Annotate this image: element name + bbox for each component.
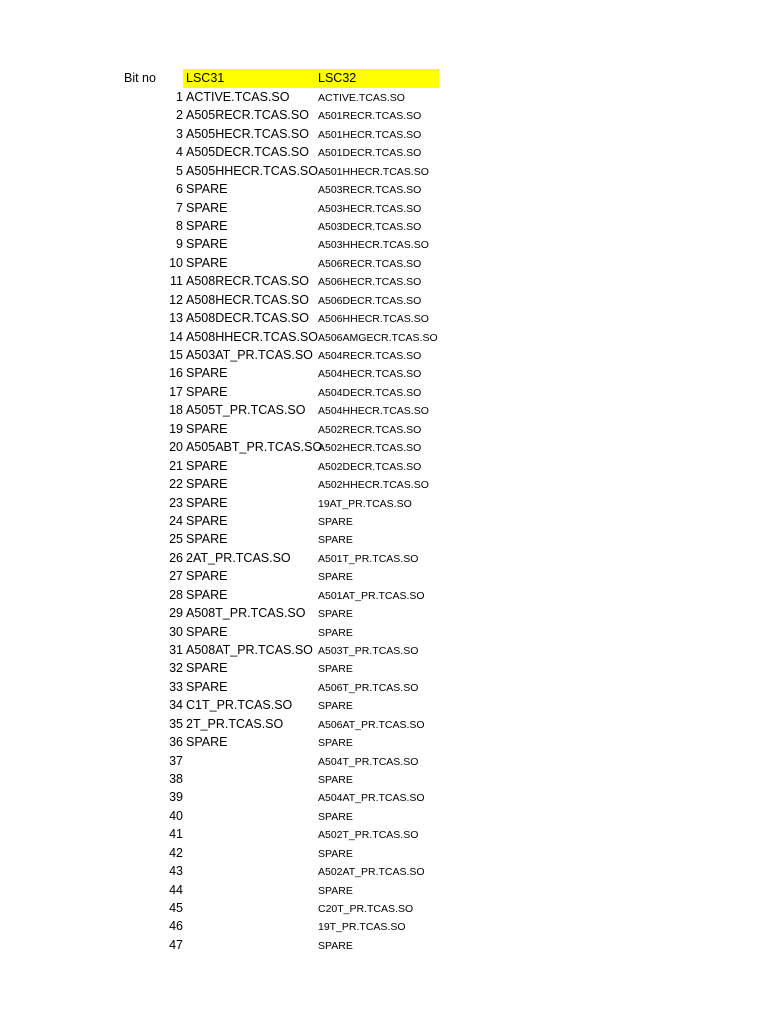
table-row (0, 531, 768, 549)
table-row (0, 107, 768, 125)
table-row (0, 439, 768, 457)
lsc31-cell: SPARE (186, 495, 228, 510)
bit-number-cell: 43 (169, 864, 183, 879)
lsc32-cell: A504RECR.TCAS.SO (318, 350, 422, 362)
lsc32-cell: 19AT_PR.TCAS.SO (318, 497, 412, 510)
table-row (0, 771, 768, 789)
lsc32-cell: A503HECR.TCAS.SO (318, 202, 422, 215)
bit-number-cell: 33 (169, 679, 183, 694)
bit-no-header: Bit no (124, 71, 156, 85)
lsc32-cell: A503DECR.TCAS.SO (318, 221, 422, 233)
lsc32-cell: SPARE (318, 515, 353, 528)
bit-number-cell: 27 (169, 569, 183, 584)
bit-number-cell: 9 (176, 237, 183, 252)
lsc31-cell: SPARE (186, 200, 228, 215)
lsc31-cell: SPARE (186, 384, 228, 399)
lsc32-cell: A501HHECR.TCAS.SO (318, 165, 429, 178)
lsc32-cell: A501T_PR.TCAS.SO (318, 552, 419, 565)
bit-number-cell: 46 (169, 919, 183, 934)
table-row (0, 365, 768, 383)
lsc32-cell: A502HHECR.TCAS.SO (318, 479, 429, 491)
lsc31-cell: SPARE (186, 532, 228, 547)
lsc32-cell: SPARE (318, 534, 353, 547)
lsc32-cell: A504AT_PR.TCAS.SO (318, 792, 425, 805)
table-row (0, 679, 768, 697)
bit-number-cell: 5 (176, 163, 183, 178)
bit-number-cell: 45 (169, 900, 183, 915)
lsc31-cell: SPARE (186, 661, 228, 676)
table-row (0, 236, 768, 254)
lsc31-cell: SPARE (186, 458, 228, 473)
lsc31-cell: A508T_PR.TCAS.SO (186, 606, 306, 620)
table-row (0, 882, 768, 900)
bit-number-cell: 6 (176, 182, 183, 197)
table-row (0, 126, 768, 144)
bit-number-cell: 20 (169, 440, 183, 455)
lsc31-cell: SPARE (186, 679, 228, 694)
table-row (0, 347, 768, 365)
lsc32-cell: A502RECR.TCAS.SO (318, 423, 422, 436)
bit-number-cell: 21 (169, 458, 183, 473)
lsc32-cell: A501AT_PR.TCAS.SO (318, 589, 425, 602)
table-row (0, 495, 768, 513)
table-row (0, 329, 768, 347)
table-row (0, 181, 768, 199)
lsc31-cell: SPARE (186, 587, 228, 602)
table-row (0, 826, 768, 844)
lsc31-cell: A508AT_PR.TCAS.SO (186, 642, 313, 657)
table-row (0, 458, 768, 476)
bit-number-cell: 11 (170, 274, 183, 289)
bit-number-cell: 41 (169, 827, 183, 842)
lsc31-cell: A505RECR.TCAS.SO (186, 108, 309, 123)
table-row (0, 918, 768, 936)
table-row (0, 218, 768, 236)
table-row (0, 605, 768, 623)
bit-number-cell: 39 (169, 790, 183, 805)
bit-number-cell: 4 (176, 145, 183, 160)
lsc31-cell: A505ABT_PR.TCAS.SO (186, 440, 323, 455)
lsc32-cell: A501RECR.TCAS.SO (318, 110, 422, 123)
bit-number-cell: 44 (169, 882, 183, 897)
table-row (0, 421, 768, 439)
lsc32-cell: SPARE (318, 939, 353, 952)
table-row (0, 734, 768, 752)
lsc31-cell: A508RECR.TCAS.SO (186, 274, 309, 289)
bit-number-cell: 7 (176, 200, 183, 215)
table-row (0, 513, 768, 531)
lsc32-cell: A506RECR.TCAS.SO (318, 257, 422, 270)
lsc31-cell: ACTIVE.TCAS.SO (186, 90, 290, 104)
bit-number-cell: 30 (169, 624, 183, 639)
table-row (0, 568, 768, 586)
table-row (0, 808, 768, 826)
table-row (0, 587, 768, 605)
lsc32-cell: A506AT_PR.TCAS.SO (318, 718, 425, 731)
bit-number-cell: 36 (169, 735, 183, 749)
bit-number-cell: 47 (169, 937, 183, 952)
lsc31-cell: SPARE (186, 735, 228, 749)
lsc31-cell: A505HHECR.TCAS.SO (186, 163, 318, 178)
table-row (0, 273, 768, 291)
lsc31-cell: SPARE (186, 477, 228, 491)
bit-number-cell: 29 (169, 606, 183, 620)
bit-number-cell: 19 (169, 421, 183, 436)
table-row (0, 624, 768, 642)
lsc32-cell: SPARE (318, 773, 353, 786)
bit-number-cell: 42 (169, 845, 183, 860)
table-row (0, 753, 768, 771)
lsc31-cell: SPARE (186, 237, 228, 252)
lsc31-cell: A508HHECR.TCAS.SO (186, 329, 318, 344)
table-row (0, 900, 768, 918)
lsc31-cell: SPARE (186, 182, 228, 197)
lsc31-cell: 2AT_PR.TCAS.SO (186, 550, 291, 565)
lsc31-cell: SPARE (186, 366, 228, 381)
table-row (0, 660, 768, 678)
lsc31-cell: A508DECR.TCAS.SO (186, 311, 309, 326)
lsc31-cell: A505HECR.TCAS.SO (186, 126, 309, 141)
lsc31-cell: SPARE (186, 219, 228, 233)
lsc31-header: LSC31 (186, 71, 225, 85)
table-row (0, 937, 768, 955)
bit-number-cell: 12 (169, 292, 183, 307)
lsc32-cell: A504DECR.TCAS.SO (318, 386, 422, 399)
lsc32-cell: A502HECR.TCAS.SO (318, 442, 422, 455)
table-row (0, 550, 768, 568)
lsc32-cell: 19T_PR.TCAS.SO (318, 921, 406, 934)
bit-number-cell: 28 (169, 587, 183, 602)
lsc31-cell: SPARE (186, 255, 228, 270)
table-row (0, 716, 768, 734)
lsc31-cell: SPARE (186, 513, 228, 528)
lsc32-cell: A504HHECR.TCAS.SO (318, 405, 429, 418)
bit-number-cell: 15 (169, 348, 183, 362)
lsc31-cell: A505DECR.TCAS.SO (186, 145, 309, 160)
table-row (0, 292, 768, 310)
lsc32-cell: A503T_PR.TCAS.SO (318, 644, 419, 657)
lsc31-cell: A503AT_PR.TCAS.SO (186, 348, 313, 362)
lsc32-cell: A504T_PR.TCAS.SO (318, 755, 419, 768)
lsc32-cell: SPARE (318, 626, 353, 639)
lsc31-cell: A505T_PR.TCAS.SO (186, 403, 306, 418)
bit-number-cell: 16 (169, 366, 183, 381)
lsc31-cell: A508HECR.TCAS.SO (186, 292, 309, 307)
bit-number-cell: 24 (169, 513, 183, 528)
lsc32-cell: SPARE (318, 810, 353, 823)
lsc31-cell: 2T_PR.TCAS.SO (186, 716, 284, 731)
lsc32-cell: A501DECR.TCAS.SO (318, 147, 422, 160)
bit-number-cell: 32 (169, 661, 183, 676)
lsc32-cell: A503HHECR.TCAS.SO (318, 239, 429, 252)
lsc32-cell: C20T_PR.TCAS.SO (318, 902, 414, 915)
lsc32-cell: A506HECR.TCAS.SO (318, 276, 422, 289)
lsc32-header: LSC32 (318, 71, 357, 85)
table-row (0, 163, 768, 181)
table-row (0, 697, 768, 715)
table-row (0, 310, 768, 328)
bit-number-cell: 31 (169, 642, 183, 657)
table-row (0, 89, 768, 107)
lsc32-cell: SPARE (318, 608, 353, 620)
bit-number-cell: 18 (169, 403, 183, 418)
bit-number-cell: 17 (169, 384, 183, 399)
bit-number-cell: 1 (176, 90, 183, 104)
lsc31-cell: SPARE (186, 421, 228, 436)
lsc32-cell: SPARE (318, 663, 353, 676)
bit-number-cell: 8 (176, 219, 183, 233)
table-row (0, 402, 768, 420)
bit-number-cell: 22 (169, 477, 183, 491)
lsc32-cell: SPARE (318, 737, 353, 749)
bit-number-cell: 40 (169, 808, 183, 823)
bit-number-cell: 3 (176, 126, 183, 141)
lsc32-cell: A501HECR.TCAS.SO (318, 128, 422, 141)
lsc32-cell: A502DECR.TCAS.SO (318, 460, 422, 473)
lsc32-cell: A502T_PR.TCAS.SO (318, 829, 419, 842)
bit-number-cell: 26 (169, 550, 183, 565)
table-row (0, 384, 768, 402)
lsc32-cell: ACTIVE.TCAS.SO (318, 92, 405, 104)
table-row (0, 863, 768, 881)
lsc32-cell: A506T_PR.TCAS.SO (318, 681, 419, 694)
bit-number-cell: 14 (169, 329, 183, 344)
lsc32-cell: A502AT_PR.TCAS.SO (318, 866, 425, 879)
bit-number-cell: 25 (169, 532, 183, 547)
bit-number-cell: 37 (169, 753, 183, 768)
bit-number-cell: 10 (169, 255, 183, 270)
table-row (0, 255, 768, 273)
lsc31-cell: SPARE (186, 624, 228, 639)
lsc32-cell: SPARE (318, 700, 353, 713)
lsc32-cell: SPARE (318, 884, 353, 897)
bit-number-cell: 23 (169, 495, 183, 510)
table-row (0, 144, 768, 162)
lsc32-cell: A506HHECR.TCAS.SO (318, 313, 429, 326)
lsc32-cell: A503RECR.TCAS.SO (318, 184, 422, 197)
table-row (0, 200, 768, 218)
bit-number-cell: 34 (169, 698, 183, 713)
bit-number-cell: 35 (169, 716, 183, 731)
table-row (0, 476, 768, 494)
table-row (0, 845, 768, 863)
lsc31-cell: SPARE (186, 569, 228, 584)
lsc32-cell: A506DECR.TCAS.SO (318, 294, 422, 307)
bit-number-cell: 38 (169, 771, 183, 786)
lsc31-cell: C1T_PR.TCAS.SO (186, 698, 293, 713)
lsc32-cell: SPARE (318, 847, 353, 860)
table-row (0, 642, 768, 660)
table-row (0, 789, 768, 807)
lsc32-cell: SPARE (318, 571, 353, 584)
lsc32-cell: A506AMGECR.TCAS.SO (318, 331, 438, 344)
lsc32-cell: A504HECR.TCAS.SO (318, 368, 422, 381)
bit-number-cell: 13 (169, 311, 183, 326)
bit-number-cell: 2 (176, 108, 183, 123)
